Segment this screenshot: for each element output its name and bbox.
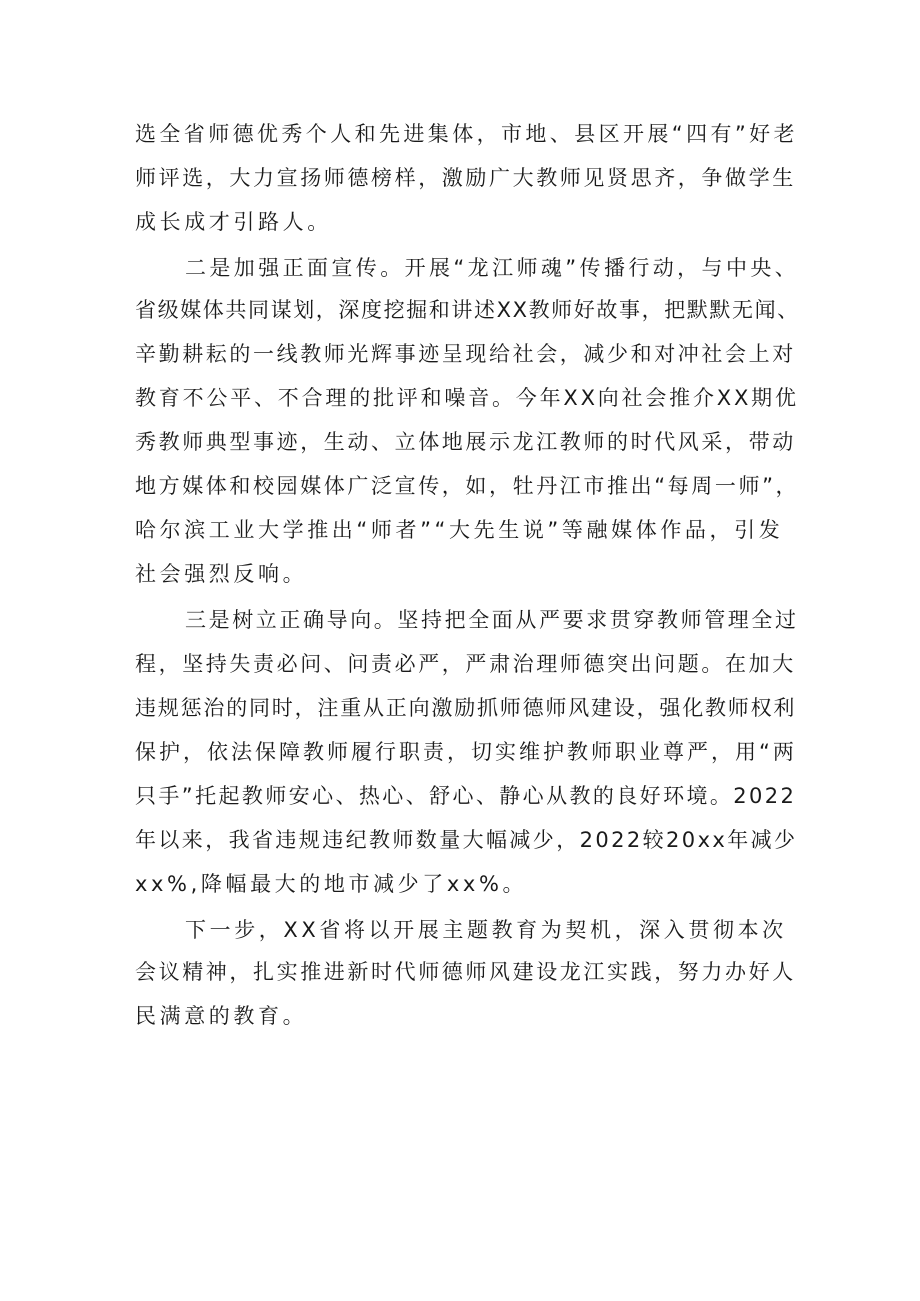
paragraph-2-line-4: 教育不公平、不合理的批评和噪音。今年XX向社会推介XX期优 <box>135 386 799 410</box>
paragraph-4-line-3: 民满意的教育。 <box>135 1004 308 1028</box>
paragraph-3-line-2: 程，坚持失责必问、问责必严，严肃治理师德突出问题。在加大 <box>135 652 796 676</box>
paragraph-2-line-1: 二是加强正面宣传。开展“龙江师魂”传播行动，与中央、 <box>185 256 800 280</box>
paragraph-2-line-7: 哈尔滨工业大学推出“师者”“大先生说”等融媒体作品，引发 <box>135 518 784 542</box>
paragraph-2-line-2: 省级媒体共同谋划，深度挖掘和讲述XX教师好故事，把默默无闻、 <box>135 298 800 322</box>
paragraph-1-line-2: 师评选，大力宣扬师德榜样，激励广大教师见贤思齐，争做学生 <box>135 166 796 190</box>
paragraph-3-line-5: 只手”托起教师安心、热心、舒心、静心从教的良好环境。2022 <box>135 784 797 808</box>
paragraph-1-line-1: 选全省师德优秀个人和先进集体，市地、县区开展“四有”好老 <box>135 122 798 146</box>
paragraph-3-line-7: xx%,降幅最大的地市减少了xx%。 <box>135 872 528 896</box>
paragraph-4-line-2: 会议精神，扎实推进新时代师德师风建设龙江实践，努力办好人 <box>135 960 796 984</box>
paragraph-2-line-3: 辛勤耕耘的一线教师光辉事迹呈现给社会，减少和对冲社会上对 <box>135 342 796 366</box>
paragraph-3-line-1: 三是树立正确导向。坚持把全面从严要求贯穿教师管理全过 <box>185 608 799 632</box>
paragraph-3-line-4: 保护，依法保障教师履行职责，切实维护教师职业尊严，用“两 <box>135 740 797 764</box>
paragraph-3-line-6: 年以来，我省违规违纪教师数量大幅减少，2022较20xx年减少 <box>135 828 798 852</box>
paragraph-2-line-6: 地方媒体和校园媒体广泛宣传，如，牡丹江市推出“每周一师”， <box>135 474 800 498</box>
paragraph-2-line-8: 社会强烈反响。 <box>135 562 308 586</box>
paragraph-2-line-5: 秀教师典型事迹，生动、立体地展示龙江教师的时代风采，带动 <box>135 430 796 454</box>
paragraph-3-line-3: 违规惩治的同时，注重从正向激励抓师德师风建设，强化教师权利 <box>135 696 797 720</box>
paragraph-4-line-1: 下一步，XX省将以开展主题教育为契机，深入贯彻本次 <box>185 918 787 942</box>
paragraph-1-line-3: 成长成才引路人。 <box>135 210 332 234</box>
